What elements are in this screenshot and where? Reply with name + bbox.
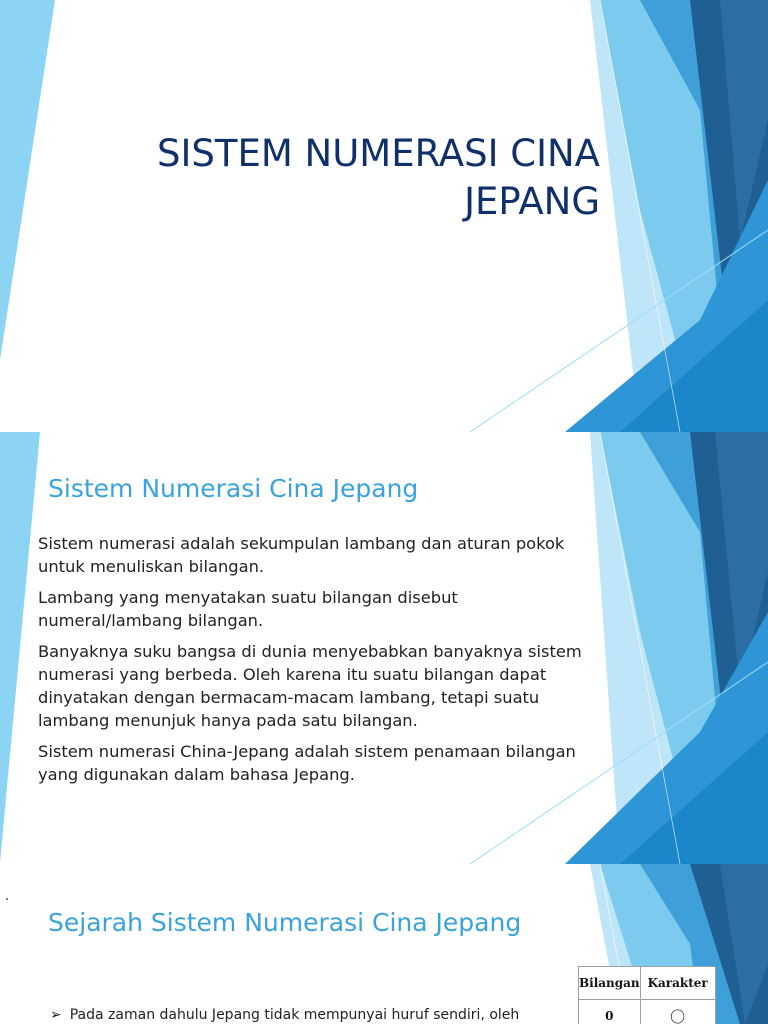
- numeral-table: [578, 966, 716, 1024]
- slide-heading: Sejarah Sistem Numerasi Cina Jepang: [48, 908, 522, 937]
- paragraph: Banyaknya suku bangsa di dunia menyebabkan banyaknya sistem numerasi yang berbeda. Oleh karena itu suatu bilangan dapat dinyatakan dengan bermacam-macam lambang, tetapi suatu lambang menunjuk hanya pada satu bilangan.: [38, 642, 582, 730]
- history-slide: [0, 864, 768, 1024]
- table-cell: 〇: [640, 1000, 715, 1024]
- bullet-item: [50, 1005, 570, 1024]
- table-header: Bilangan: [579, 967, 641, 1000]
- bullet-arrow-icon: ➢: [50, 1007, 62, 1023]
- title-line-2: JEPANG: [464, 180, 600, 223]
- bullet-text: Pada zaman dahulu Jepang tidak mempunyai huruf sendiri, oleh: [69, 1007, 520, 1023]
- slide-title: [100, 130, 600, 226]
- paragraph: Sistem numerasi China-Jepang adalah sistem penamaan bilangan yang digunakan dalam bahasa Jepang.: [38, 742, 576, 784]
- table-row: [579, 1000, 716, 1024]
- content-slide: [0, 432, 768, 864]
- paragraph: Sistem numerasi adalah sekumpulan lambang dan aturan pokok untuk menuliskan bilangan.: [38, 534, 565, 576]
- table-header: Karakter: [640, 967, 715, 1000]
- paragraph: Lambang yang menyatakan suatu bilangan disebut numeral/lambang bilangan.: [38, 588, 458, 630]
- table-header-row: [579, 967, 716, 1000]
- title-line-1: SISTEM NUMERASI CINA: [156, 132, 600, 175]
- title-slide: [0, 0, 768, 432]
- table-cell: 0: [579, 1000, 641, 1024]
- slide-heading: Sistem Numerasi Cina Jepang: [48, 474, 419, 503]
- stray-dot: [6, 898, 8, 900]
- slide-body: [38, 532, 598, 794]
